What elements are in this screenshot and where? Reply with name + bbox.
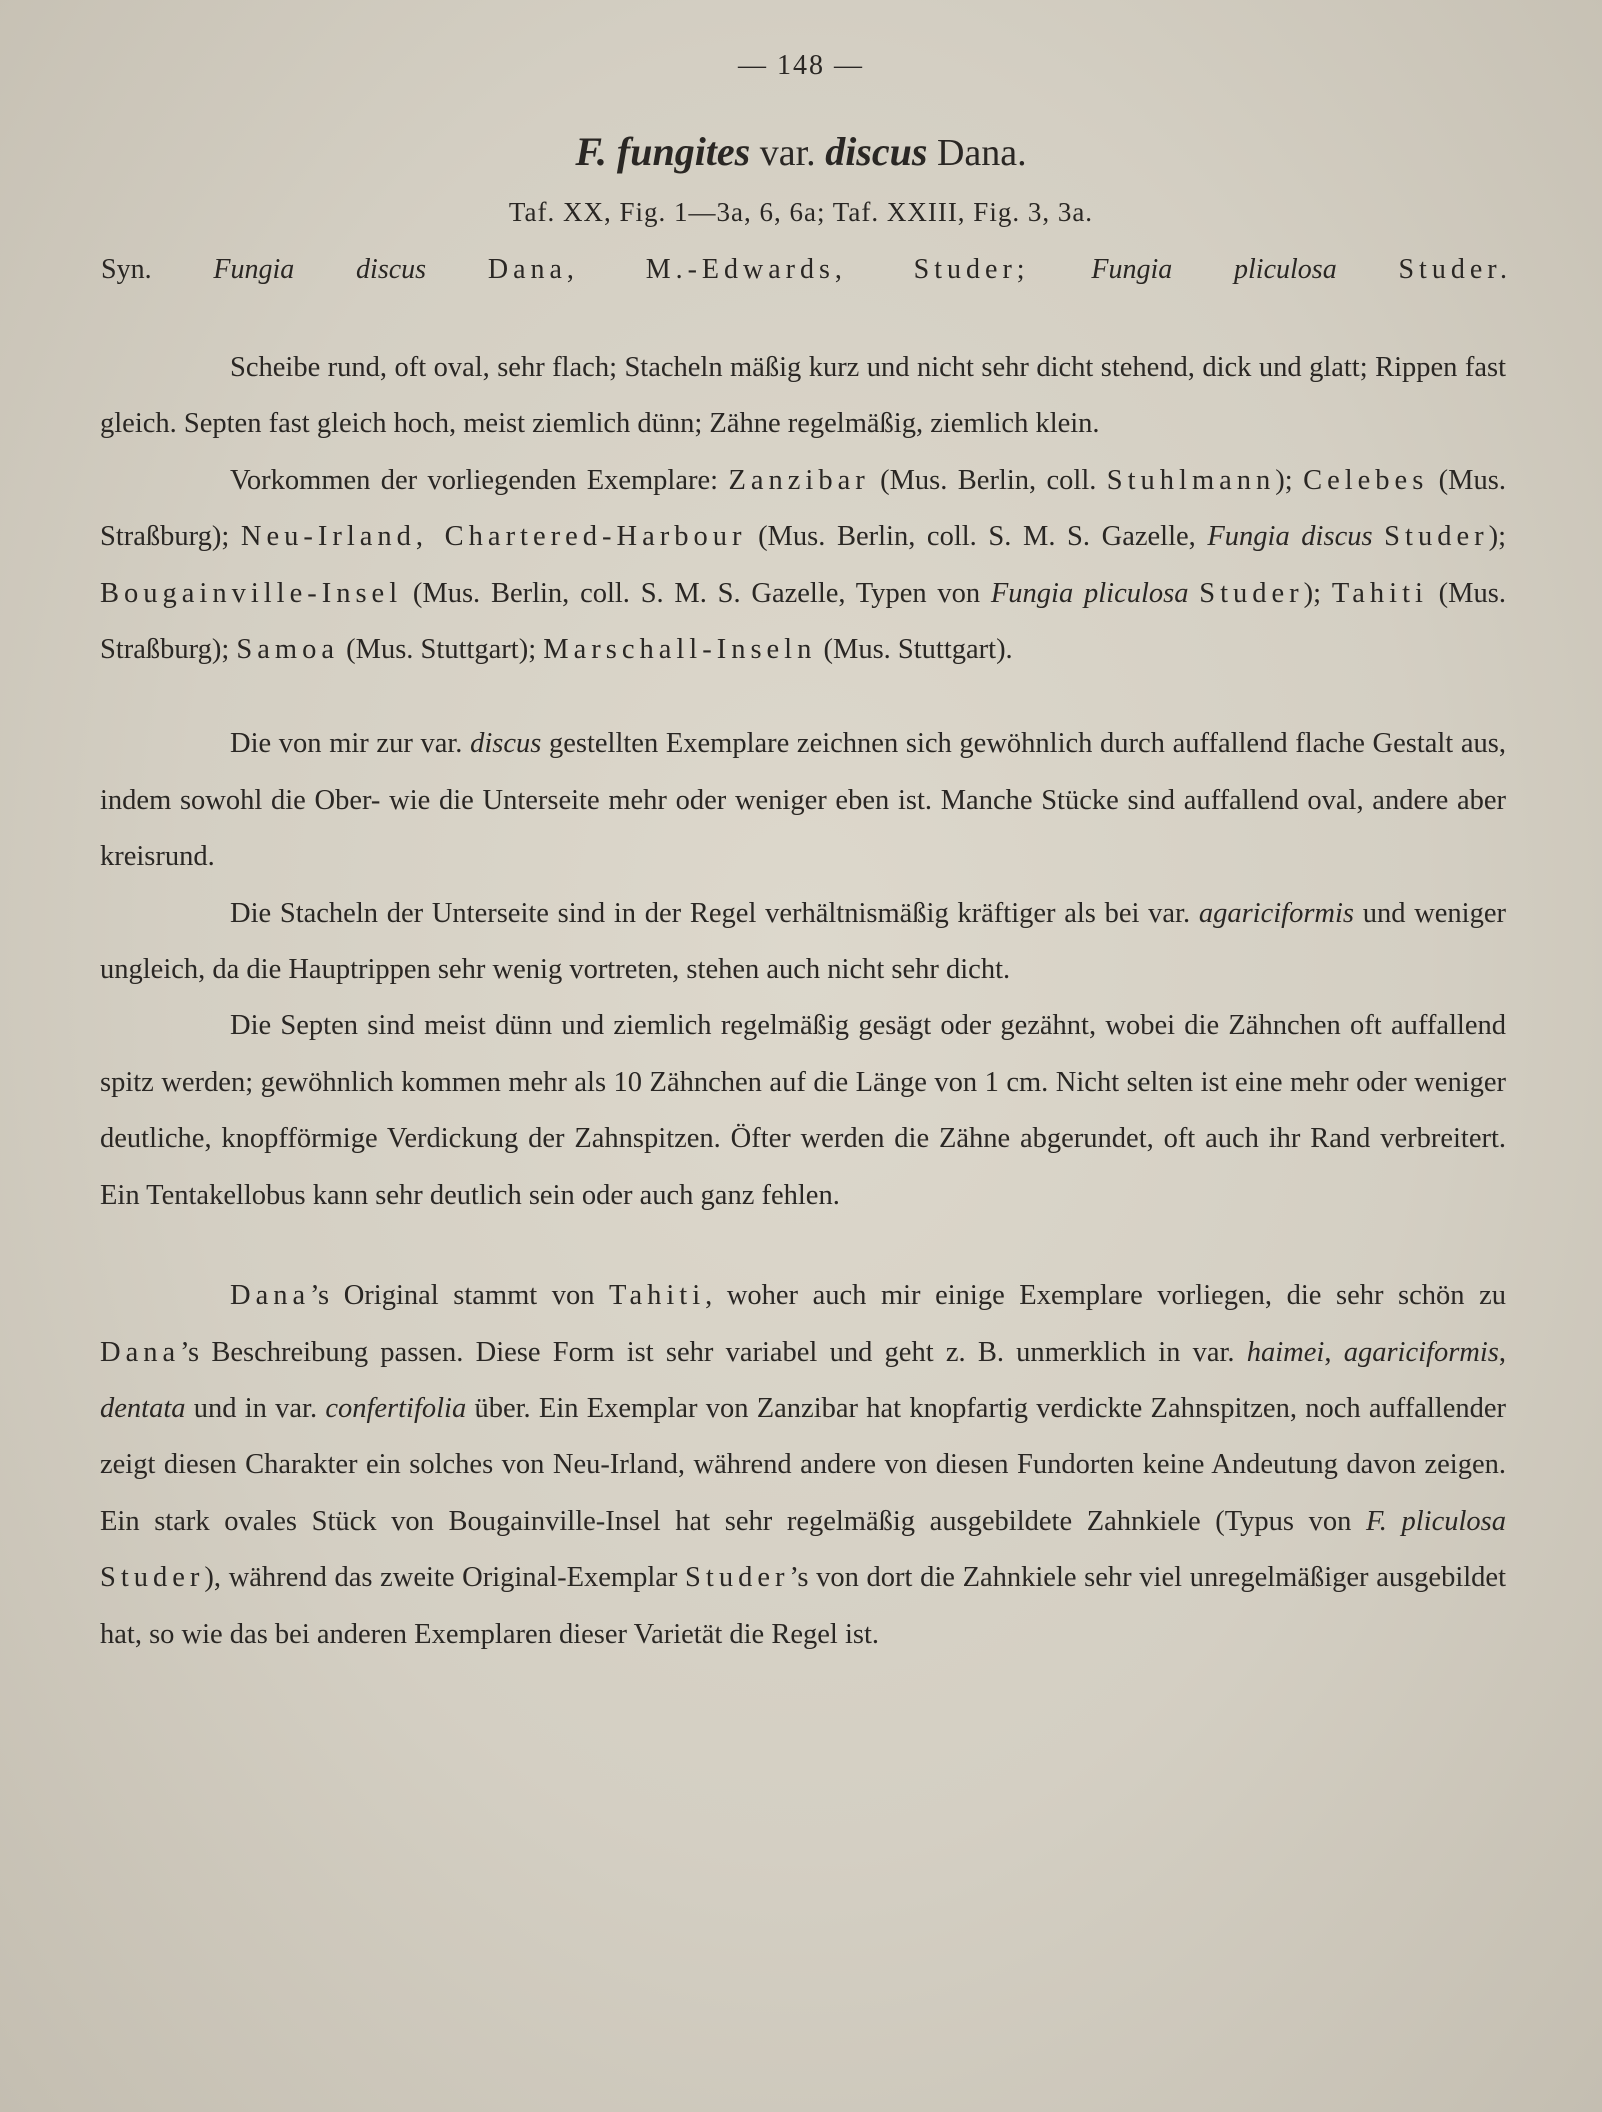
text-run: ’s Original stammt von <box>310 1280 610 1312</box>
locality-bougainville: Bougainville-Insel <box>100 577 403 609</box>
text-run: (Mus. Berlin, coll. S. M. S. Gazelle, <box>746 521 1208 553</box>
text-run: ); <box>1275 464 1304 496</box>
locality-samoa: Samoa <box>236 634 339 666</box>
synonym-authors-2: Studer. <box>1398 254 1513 285</box>
locality-marschall-inseln: Marschall-Inseln <box>543 634 817 666</box>
variety-name: dentata <box>100 1392 186 1424</box>
text-run: über. Ein Exemplar von Zanzibar hat knopfartig verdickte Zahnspitzen, noch auffallender zeigt diesen Charakter ein solches von Neu-Irland, während andere von diesen Fundorten keine Andeutung davon zeigen. Ein stark ovales Stück von Bougainville-Insel hat sehr regelmäßig ausgebildete Zahnkiele (Typus von <box>100 1392 1506 1537</box>
text-run: ); <box>1303 577 1332 609</box>
text-run: (Mus. Berlin, coll. S. M. S. Gazelle, Typen von <box>402 577 991 609</box>
text-run: ’s von dort die Zahnkiele sehr viel unregelmäßiger ausgebildet hat, so wie das bei anderen Exemplaren dieser Varietät die Regel ist. <box>100 1562 1506 1650</box>
text-run <box>1188 578 1199 609</box>
text-run: (Mus. Stuttgart); <box>339 634 544 666</box>
text-run <box>1373 521 1385 552</box>
page-number: — 148 — <box>738 50 864 81</box>
text-run: Die Stacheln der Unterseite sind in der Regel verhältnismäßig kräftiger als bei var. <box>230 897 1199 929</box>
text-run: (Mus. Straßburg); <box>100 464 1506 553</box>
synonyms-label: Syn. <box>101 254 152 285</box>
body-text <box>100 340 1506 1663</box>
collector-stuhlmann: Stuhlmann <box>1106 464 1276 496</box>
author-dana: Dana <box>230 1280 311 1312</box>
paragraph-shape <box>100 716 1506 885</box>
locality-tahiti: Tahiti <box>1331 577 1428 609</box>
species-name: Fungia pliculosa <box>990 577 1189 609</box>
text-run: , <box>1498 1336 1507 1368</box>
locality-neu-irland: Neu-Irland, Chartered-Harbour <box>240 521 747 553</box>
author-studer: Studer <box>100 1562 205 1594</box>
text-run: (Mus. Straßburg); <box>100 577 1506 666</box>
author-studer: Studer <box>1384 521 1489 553</box>
locality-tahiti: Tahiti <box>609 1280 706 1312</box>
text-run: Vorkommen der vorliegenden Exemplare: <box>230 464 729 496</box>
text-run: und in var. <box>185 1392 326 1424</box>
heading-var-label: var. <box>759 132 816 174</box>
species-name: Fungia discus <box>1207 521 1373 553</box>
author-studer: Studer <box>1199 577 1304 609</box>
heading-author: Dana. <box>936 132 1027 174</box>
variety-name: agariciformis <box>1198 897 1355 929</box>
text-run: (Mus. Stuttgart). <box>816 634 1013 666</box>
paragraph-spines <box>100 886 1506 999</box>
locality-zanzibar: Zanzibar <box>728 464 870 496</box>
synonym-authors-1: Dana, M.-Edwards, Studer; <box>487 254 1030 285</box>
text-run: (Mus. Berlin, coll. <box>869 464 1107 496</box>
plate-references: Taf. XX, Fig. 1—3a, 6, 6a; Taf. XXIII, Fig. 3, 3a. <box>508 197 1094 227</box>
synonym-name-2: Fungia pliculosa <box>1091 254 1337 285</box>
text-run: , woher auch mir einige Exemplare vorliegen, die sehr schön zu <box>705 1280 1506 1312</box>
variety-name: confertifolia <box>325 1392 467 1424</box>
variety-name: discus <box>470 728 542 760</box>
author-studer: Studer <box>685 1562 790 1594</box>
paragraph-original <box>100 1268 1506 1663</box>
variety-name: haimei <box>1246 1336 1325 1368</box>
text-run: ), während das zweite Original-Exemplar <box>204 1562 686 1594</box>
synonyms-line <box>101 254 1512 286</box>
species-name: F. pliculosa <box>1366 1505 1506 1537</box>
paragraph-description: Scheibe rund, oft oval, sehr flach; Stacheln mäßig kurz und nicht sehr dicht stehend, dick und glatt; Rippen fast gleich. Septen fast gleich hoch, meist ziemlich dünn; Zähne regelmäßig, ziemlich klein. <box>100 352 1506 440</box>
paragraph-septa: Die Septen sind meist dünn und ziemlich regelmäßig gesägt oder gezähnt, wobei die Zähnchen oft auffallend spitz werden; gewöhnlich kommen mehr als 10 Zähnchen auf die Länge von 1 cm. Nicht selten ist eine mehr oder weniger deutliche, knopfförmige Verdickung der Zahnspitzen. Öfter werden die Zähne abgerundet, oft auch ihr Rand verbreitert. Ein Tentakellobus kann sehr deutlich sein oder auch ganz fehlen. <box>100 1010 1506 1211</box>
text-run: , <box>1324 1336 1344 1368</box>
text-run: Die von mir zur var. <box>230 728 471 760</box>
author-dana: Dana <box>100 1336 181 1368</box>
variety-name: agariciformis <box>1343 1336 1499 1368</box>
paragraph-occurrence <box>100 453 1506 679</box>
heading-variety: discus <box>825 129 928 174</box>
text-run: ); <box>1488 521 1507 553</box>
text-run: gestellten Exemplare zeichnen sich gewöhnlich durch auffallend flache Gestalt aus, indem sowohl die Ober- wie die Unterseite mehr oder weniger eben ist. Manche Stücke sind auffallend oval, andere aber kreisrund. <box>100 728 1506 873</box>
heading-genus: F. fungites <box>575 129 751 174</box>
text-run: ’s Beschreibung passen. Diese Form ist sehr variabel und geht z. B. unmerklich in var. <box>180 1336 1247 1368</box>
section-heading <box>0 128 1602 175</box>
locality-celebes: Celebes <box>1303 464 1429 496</box>
synonym-name-1: Fungia discus <box>213 254 427 285</box>
text-run: und weniger ungleich, da die Hauptrippen sehr wenig vortreten, stehen auch nicht sehr dicht. <box>100 897 1506 986</box>
